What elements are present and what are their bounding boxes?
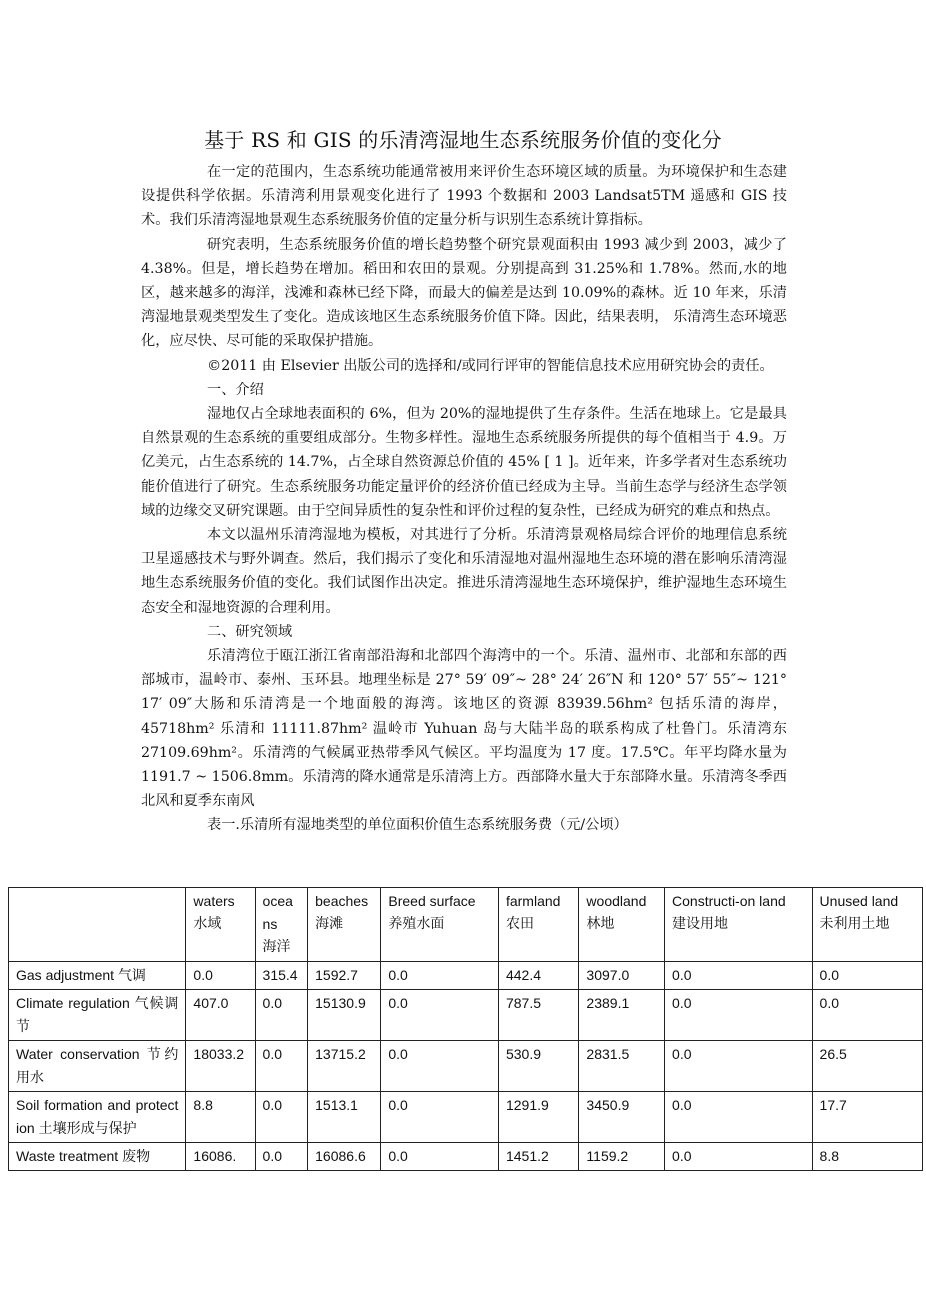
table-cell: 0.0 (381, 1143, 499, 1171)
table-cell: 0.0 (665, 1143, 813, 1171)
abstract-paragraph-1: 在一定的范围内，生态系统功能通常被用来评价生态环境区域的质量。为环境保护和生态建设提供科学依据。乐清湾利用景观变化进行了 1993 个数据和 2003 Landsat5TM 遥感和 GIS 技术。我们乐清湾湿地景观生态系统服务价值的定量分析与识别生态系统计算指标。 (141, 164, 787, 229)
table-cell: 787.5 (498, 990, 578, 1041)
header-cell-oceans: oceans 海洋 (255, 888, 308, 962)
table-cell: 13715.2 (308, 1041, 381, 1092)
table-cell: 3450.9 (579, 1092, 665, 1143)
study-area-paragraph: 乐清湾位于瓯江浙江省南部沿海和北部四个海湾中的一个。乐清、温州市、北部和东部的西部城市，温岭市、泰州、玉环县。地理坐标是 27° 59′ 09″~ 28° 24′ 26″N 和 120° 57′ 55″~ 121° 17′ 09″大肠和乐清湾是一个地面般的海湾。该地区的资源 83939.56hm² 包括乐清的海岸，45718hm² 乐清和 11111.87hm² 温岭市 Yuhuan 岛与大陆半岛的联系构成了杜鲁门。乐清湾东 27109.69hm²。乐清湾的气候属亚热带季风气候区。平均温度为 17 度。17.5℃。年平均降水量为 1191.7 ~ 1506.8mm。乐清湾的降水通常是乐清湾上方。西部降水量大于东部降水量。乐清湾冬季西北风和夏季东南风 (141, 648, 787, 810)
header-cell-waters: waters 水域 (186, 888, 255, 962)
table-cell: 0.0 (381, 990, 499, 1041)
table-cell: 26.5 (812, 1041, 922, 1092)
table-cell: 315.4 (255, 962, 308, 990)
header-cell-unused-land: Unused land 未利用土地 (812, 888, 922, 962)
table-caption: 表一.乐清所有湿地类型的单位面积价值生态系统服务费（元/公顷） (207, 817, 628, 834)
header-cell-beaches: beaches 海滩 (308, 888, 381, 962)
table-row (9, 1143, 923, 1171)
table-cell: 0.0 (255, 1092, 308, 1143)
table-cell: 18033.2 (186, 1041, 255, 1092)
row-label-climate-regulation: Climate regulation 气候调节 (9, 990, 186, 1041)
introduction-paragraph-2: 本文以温州乐清湾湿地为模板，对其进行了分析。乐清湾景观格局综合评价的地理信息系统卫星遥感技术与野外调查。然后，我们揭示了变化和乐清湿地对温州湿地生态环境的潜在影响乐清湾湿地生态系统服务价值的变化。我们试图作出决定。推进乐清湾湿地生态环境保护，维护湿地生态环境生态安全和湿地资源的合理利用。 (141, 527, 787, 616)
table-cell: 0.0 (381, 962, 499, 990)
table-cell: 8.8 (186, 1092, 255, 1143)
table-cell: 0.0 (381, 1041, 499, 1092)
header-cell-farmland: farmland 农田 (498, 888, 578, 962)
table-cell: 8.8 (812, 1143, 922, 1171)
table-row (9, 1041, 923, 1092)
table-cell: 17.7 (812, 1092, 922, 1143)
table-cell: 0.0 (812, 990, 922, 1041)
table-cell: 1513.1 (308, 1092, 381, 1143)
table-cell: 0.0 (255, 1041, 308, 1092)
row-label-gas-adjustment: Gas adjustment 气调 (9, 962, 186, 990)
table-cell: 0.0 (665, 990, 813, 1041)
table-cell: 15130.9 (308, 990, 381, 1041)
paper-body (141, 160, 787, 838)
table-cell: 0.0 (665, 962, 813, 990)
table-row (9, 962, 923, 990)
table-cell: 2389.1 (579, 990, 665, 1041)
ecosystem-services-table (8, 887, 923, 1171)
table-cell: 1159.2 (579, 1143, 665, 1171)
table-cell: 0.0 (665, 1041, 813, 1092)
table-cell: 442.4 (498, 962, 578, 990)
table-cell: 16086. (186, 1143, 255, 1171)
paper-title: 基于 RS 和 GIS 的乐清湾湿地生态系统服务价值的变化分 (204, 128, 722, 152)
section-heading-introduction: 一、介绍 (207, 381, 264, 398)
row-label-soil-formation: Soil formation and protection 土壤形成与保护 (9, 1092, 186, 1143)
section-heading-study-area: 二、研究领域 (207, 623, 293, 640)
table-cell: 407.0 (186, 990, 255, 1041)
row-label-water-conservation: Water conservation 节约用水 (9, 1041, 186, 1092)
table-cell: 3097.0 (579, 962, 665, 990)
table-row (9, 990, 923, 1041)
table-cell: 2831.5 (579, 1041, 665, 1092)
table-cell: 16086.6 (308, 1143, 381, 1171)
header-cell-woodland: woodland 林地 (579, 888, 665, 962)
copyright-notice: ©2011 由 Elsevier 出版公司的选择和/或同行评审的智能信息技术应用研究协会的责任。 (207, 357, 774, 374)
header-cell-breed-surface: Breed surface 养殖水面 (381, 888, 499, 962)
table-cell: 530.9 (498, 1041, 578, 1092)
table-cell: 0.0 (665, 1092, 813, 1143)
table-row (9, 1092, 923, 1143)
table-cell: 1592.7 (308, 962, 381, 990)
table-cell: 0.0 (255, 1143, 308, 1171)
introduction-paragraph-1: 湿地仅占全球地表面积的 6%，但为 20%的湿地提供了生存条件。生活在地球上。它是最具自然景观的生态系统的重要组成部分。生物多样性。湿地生态系统服务所提供的每个值相当于 4.9。万亿美元，占生态系统的 14.7%，占全球自然资源总价值的 45% [ 1 ]。近年来，许多学者对生态系统功能价值进行了研究。生态系统服务功能定量评价的经济价值已经成为主导。当前生态学与经济生态学领域的边缘交叉研究课题。由于空间异质性的复杂性和评价过程的复杂性，已经成为研究的难点和热点。 (141, 406, 787, 519)
table-cell: 1451.2 (498, 1143, 578, 1171)
table-cell: 0.0 (186, 962, 255, 990)
table-header-row (9, 888, 923, 962)
abstract-paragraph-2: 研究表明，生态系统服务价值的增长趋势整个研究景观面积由 1993 减少到 2003，减少了 4.38%。但是，增长趋势在增加。稻田和农田的景观。分别提高到 31.25%和 1.78%。然而,水的地区，越来越多的海洋，浅滩和森林已经下降，而最大的偏差是达到 10.09%的森林。近 10 年来，乐清湾湿地景观类型发生了变化。造成该地区生态系统服务价值下降。因此，结果表明， 乐清湾生态环境恶化，应尽快、尽可能的采取保护措施。 (141, 236, 787, 350)
table-cell: 0.0 (381, 1092, 499, 1143)
header-cell-empty (9, 888, 186, 962)
row-label-waste-treatment: Waste treatment 废物 (9, 1143, 186, 1171)
table-cell: 0.0 (812, 962, 922, 990)
table-cell: 0.0 (255, 990, 308, 1041)
table-cell: 1291.9 (498, 1092, 578, 1143)
header-cell-construction-land: Constructi-on land 建设用地 (665, 888, 813, 962)
